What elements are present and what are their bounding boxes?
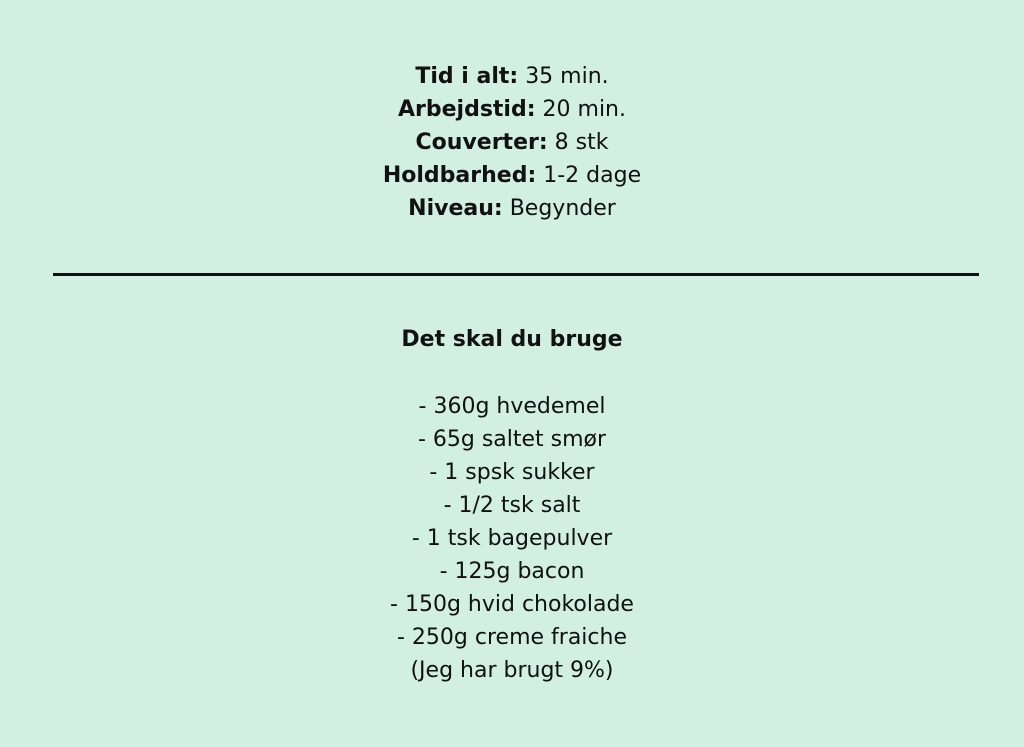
ingredient-item: - 1/2 tsk salt bbox=[443, 493, 581, 518]
ingredient-item: - 150g hvid chokolade bbox=[390, 592, 634, 617]
meta-value: 20 min. bbox=[542, 97, 626, 122]
meta-value: 1-2 dage bbox=[543, 163, 642, 188]
ingredient-item: - 250g creme fraiche bbox=[397, 625, 627, 650]
meta-label: Tid i alt: bbox=[415, 64, 519, 89]
ingredient-item: - 125g bacon bbox=[439, 559, 585, 584]
meta-servings bbox=[0, 126, 1024, 159]
meta-label: Arbejdstid: bbox=[397, 97, 536, 122]
meta-work-time bbox=[0, 93, 1024, 126]
meta-label: Couverter: bbox=[415, 130, 548, 155]
meta-value: 8 stk bbox=[554, 130, 609, 155]
section-divider bbox=[53, 273, 979, 276]
ingredient-item: - 1 tsk bagepulver bbox=[411, 526, 613, 551]
meta-value: 35 min. bbox=[525, 64, 609, 89]
meta-label: Holdbarhed: bbox=[382, 163, 537, 188]
meta-total-time bbox=[0, 60, 1024, 93]
meta-shelf-life bbox=[0, 159, 1024, 192]
ingredient-item: - 65g saltet smør bbox=[417, 427, 607, 452]
ingredient-item: - 1 spsk sukker bbox=[429, 460, 595, 485]
meta-label: Niveau: bbox=[408, 196, 503, 221]
ingredient-item: - 360g hvedemel bbox=[418, 394, 606, 419]
ingredients-heading: Det skal du bruge bbox=[401, 327, 623, 352]
meta-level bbox=[0, 192, 1024, 225]
meta-value: Begynder bbox=[509, 196, 616, 221]
ingredients-list bbox=[0, 390, 1024, 687]
ingredient-note: (Jeg har brugt 9%) bbox=[410, 658, 614, 683]
recipe-meta bbox=[0, 60, 1024, 225]
